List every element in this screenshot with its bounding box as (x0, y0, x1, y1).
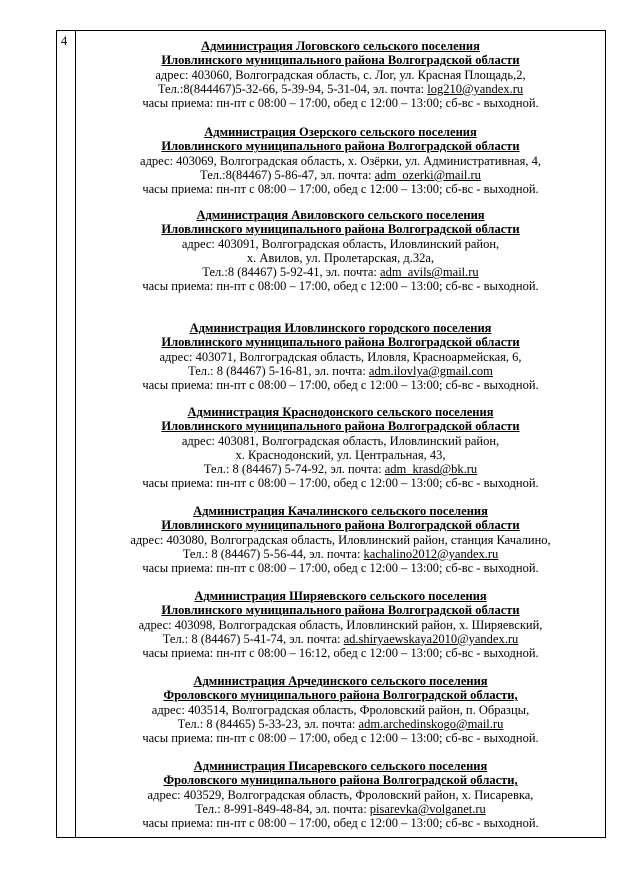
entry-phone: Тел.: 8 (84467) 5-41-74, эл. почта: (162, 631, 344, 646)
entry-email-link[interactable]: pisarevka@volganet.ru (369, 801, 486, 816)
entry-address: х. Авилов, ул. Пролетарская, д.32а, (246, 250, 435, 265)
entry-email-link[interactable]: kachalino2012@yandex.ru (363, 546, 499, 561)
entry-email-link[interactable]: log210@yandex.ru (427, 81, 524, 96)
entry-ilovlinskoe (76, 321, 605, 392)
entry-address: адрес: 403069, Волгоградская область, х. Озёрки, ул. Административная, 4, (140, 153, 541, 168)
entry-phone: Тел.:8 (84467) 5-92-41, эл. почта: (202, 265, 381, 280)
entry-hours: часы приема: пн-пт с 08:00 – 17:00, обед с 12:00 – 13:00; сб-вс - выходной. (142, 96, 539, 111)
entry-district: Иловлинского муниципального района Волгоградской области (161, 518, 520, 533)
entry-address: адрес: 403081, Волгоградская область, Иловлинский район, (181, 433, 500, 448)
entry-logovskoe (76, 39, 605, 110)
entry-hours: часы приема: пн-пт с 08:00 – 17:00, обед с 12:00 – 13:00; сб-вс - выходной. (142, 279, 539, 294)
entry-phone: Тел.: 8-991-849-48-84, эл. почта: (195, 801, 370, 816)
entry-phone: Тел.: 8 (84467) 5-74-92, эл. почта: (203, 462, 385, 477)
entry-address: адрес: 403091, Волгоградская область, Иловлинский район, (181, 236, 500, 251)
entry-address: х. Краснодонский, ул. Центральная, 43, (235, 447, 446, 462)
entry-phone: Тел.:8(84467) 5-86-47, эл. почта: (200, 167, 375, 182)
entry-title: Администрация Иловлинского городского поселения (189, 321, 492, 335)
entry-district: Иловлинского муниципального района Волгоградской области (161, 222, 520, 237)
entry-email-link[interactable]: adm.ilovlya@gmail.com (368, 363, 493, 378)
entry-email-link[interactable]: adm.archedinskogo@mail.ru (358, 716, 504, 731)
entry-email-link[interactable]: adm_avils@mail.ru (380, 265, 479, 280)
entry-district: Иловлинского муниципального района Волгоградской области (161, 603, 520, 618)
entry-pisarevskoe (76, 759, 605, 830)
entry-contacts (76, 547, 605, 561)
entry-title: Администрация Авиловского сельского поселения (196, 208, 485, 222)
entry-hours: часы приема: пн-пт с 08:00 – 17:00, обед с 12:00 – 13:00; сб-вс - выходной. (142, 816, 539, 831)
entry-address: адрес: 403071, Волгоградская область, Иловля, Красноармейская, 6, (159, 349, 522, 364)
entry-krasnodonskoe (76, 405, 605, 491)
entry-contacts (76, 462, 605, 476)
entry-hours: часы приема: пн-пт с 08:00 – 17:00, обед с 12:00 – 13:00; сб-вс - выходной. (142, 476, 539, 491)
entry-title: Администрация Арчединского сельского поселения (193, 674, 488, 688)
entry-title: Администрация Качалинского сельского поселения (193, 504, 488, 518)
entry-phone: Тел.: 8 (84467) 5-16-81, эл. почта: (188, 363, 369, 378)
entry-hours: часы приема: пн-пт с 08:00 – 16:12, обед с 12:00 – 13:00; сб-вс - выходной. (142, 646, 539, 661)
entry-shiryaevskoe (76, 589, 605, 660)
entry-phone: Тел.: 8 (84465) 5-33-23, эл. почта: (177, 716, 359, 731)
entry-kachalinskoe (76, 504, 605, 575)
entry-avilovskoe (76, 208, 605, 294)
entry-phone: Тел.: 8 (84467) 5-56-44, эл. почта: (182, 546, 364, 561)
entry-address: адрес: 403080, Волгоградская область, Иловлинский район, станция Качалино, (130, 532, 551, 547)
row-number-column (57, 31, 76, 837)
entry-email-link[interactable]: adm_ozerki@mail.ru (374, 167, 481, 182)
entry-ozerskoe (76, 125, 605, 196)
entry-district: Фроловского муниципального района Волгоградской области, (163, 688, 518, 703)
entry-contacts (76, 168, 605, 182)
entry-contacts (76, 717, 605, 731)
entry-district: Фроловского муниципального района Волгоградской области, (163, 773, 518, 788)
entry-district: Иловлинского муниципального района Волгоградской области (161, 139, 520, 154)
entry-hours: часы приема: пн-пт с 08:00 – 17:00, обед с 12:00 – 13:00; сб-вс - выходной. (142, 561, 539, 576)
entry-address: адрес: 403060, Волгоградская область, с. Лог, ул. Красная Площадь,2, (155, 67, 526, 82)
entry-archedinskoe (76, 674, 605, 745)
entry-title: Администрация Озерского сельского поселения (204, 125, 477, 139)
entry-contacts (76, 265, 605, 279)
entry-email-link[interactable]: adm_krasd@bk.ru (384, 462, 478, 477)
entry-email-link[interactable]: ad.shiryaewskaya2010@yandex.ru (343, 631, 519, 646)
table-frame (56, 30, 606, 838)
entry-district: Иловлинского муниципального района Волгоградской области (161, 53, 520, 68)
entry-contacts (76, 82, 605, 96)
entry-title: Администрация Писаревского сельского поселения (193, 759, 488, 773)
entry-contacts (76, 632, 605, 646)
entry-hours: часы приема: пн-пт с 08:00 – 17:00, обед с 12:00 – 13:00; сб-вс - выходной. (142, 378, 539, 393)
entry-contacts (76, 364, 605, 378)
entry-address: адрес: 403514, Волгоградская область, Фроловский район, п. Образцы, (151, 702, 530, 717)
entry-district: Иловлинского муниципального района Волгоградской области (161, 419, 520, 434)
entry-contacts (76, 802, 605, 816)
entry-title: Администрация Ширяевского сельского поселения (194, 589, 487, 603)
entry-hours: часы приема: пн-пт с 08:00 – 17:00, обед с 12:00 – 13:00; сб-вс - выходной. (142, 182, 539, 197)
contact-list (76, 31, 605, 837)
entry-address: адрес: 403098, Волгоградская область, Иловлинский район, х. Ширяевский, (138, 617, 543, 632)
row-number: 4 (61, 34, 68, 48)
entry-phone: Тел.:8(844467)5-32-66, 5-39-94, 5-31-04, эл. почта: (157, 81, 428, 96)
entry-title: Администрация Логовского сельского поселения (201, 39, 480, 53)
entry-address: адрес: 403529, Волгоградская область, Фроловский район, х. Писаревка, (147, 787, 534, 802)
entry-hours: часы приема: пн-пт с 08:00 – 17:00, обед с 12:00 – 13:00; сб-вс - выходной. (142, 731, 539, 746)
entry-title: Администрация Краснодонского сельского поселения (187, 405, 494, 419)
entry-district: Иловлинского муниципального района Волгоградской области (161, 335, 520, 350)
